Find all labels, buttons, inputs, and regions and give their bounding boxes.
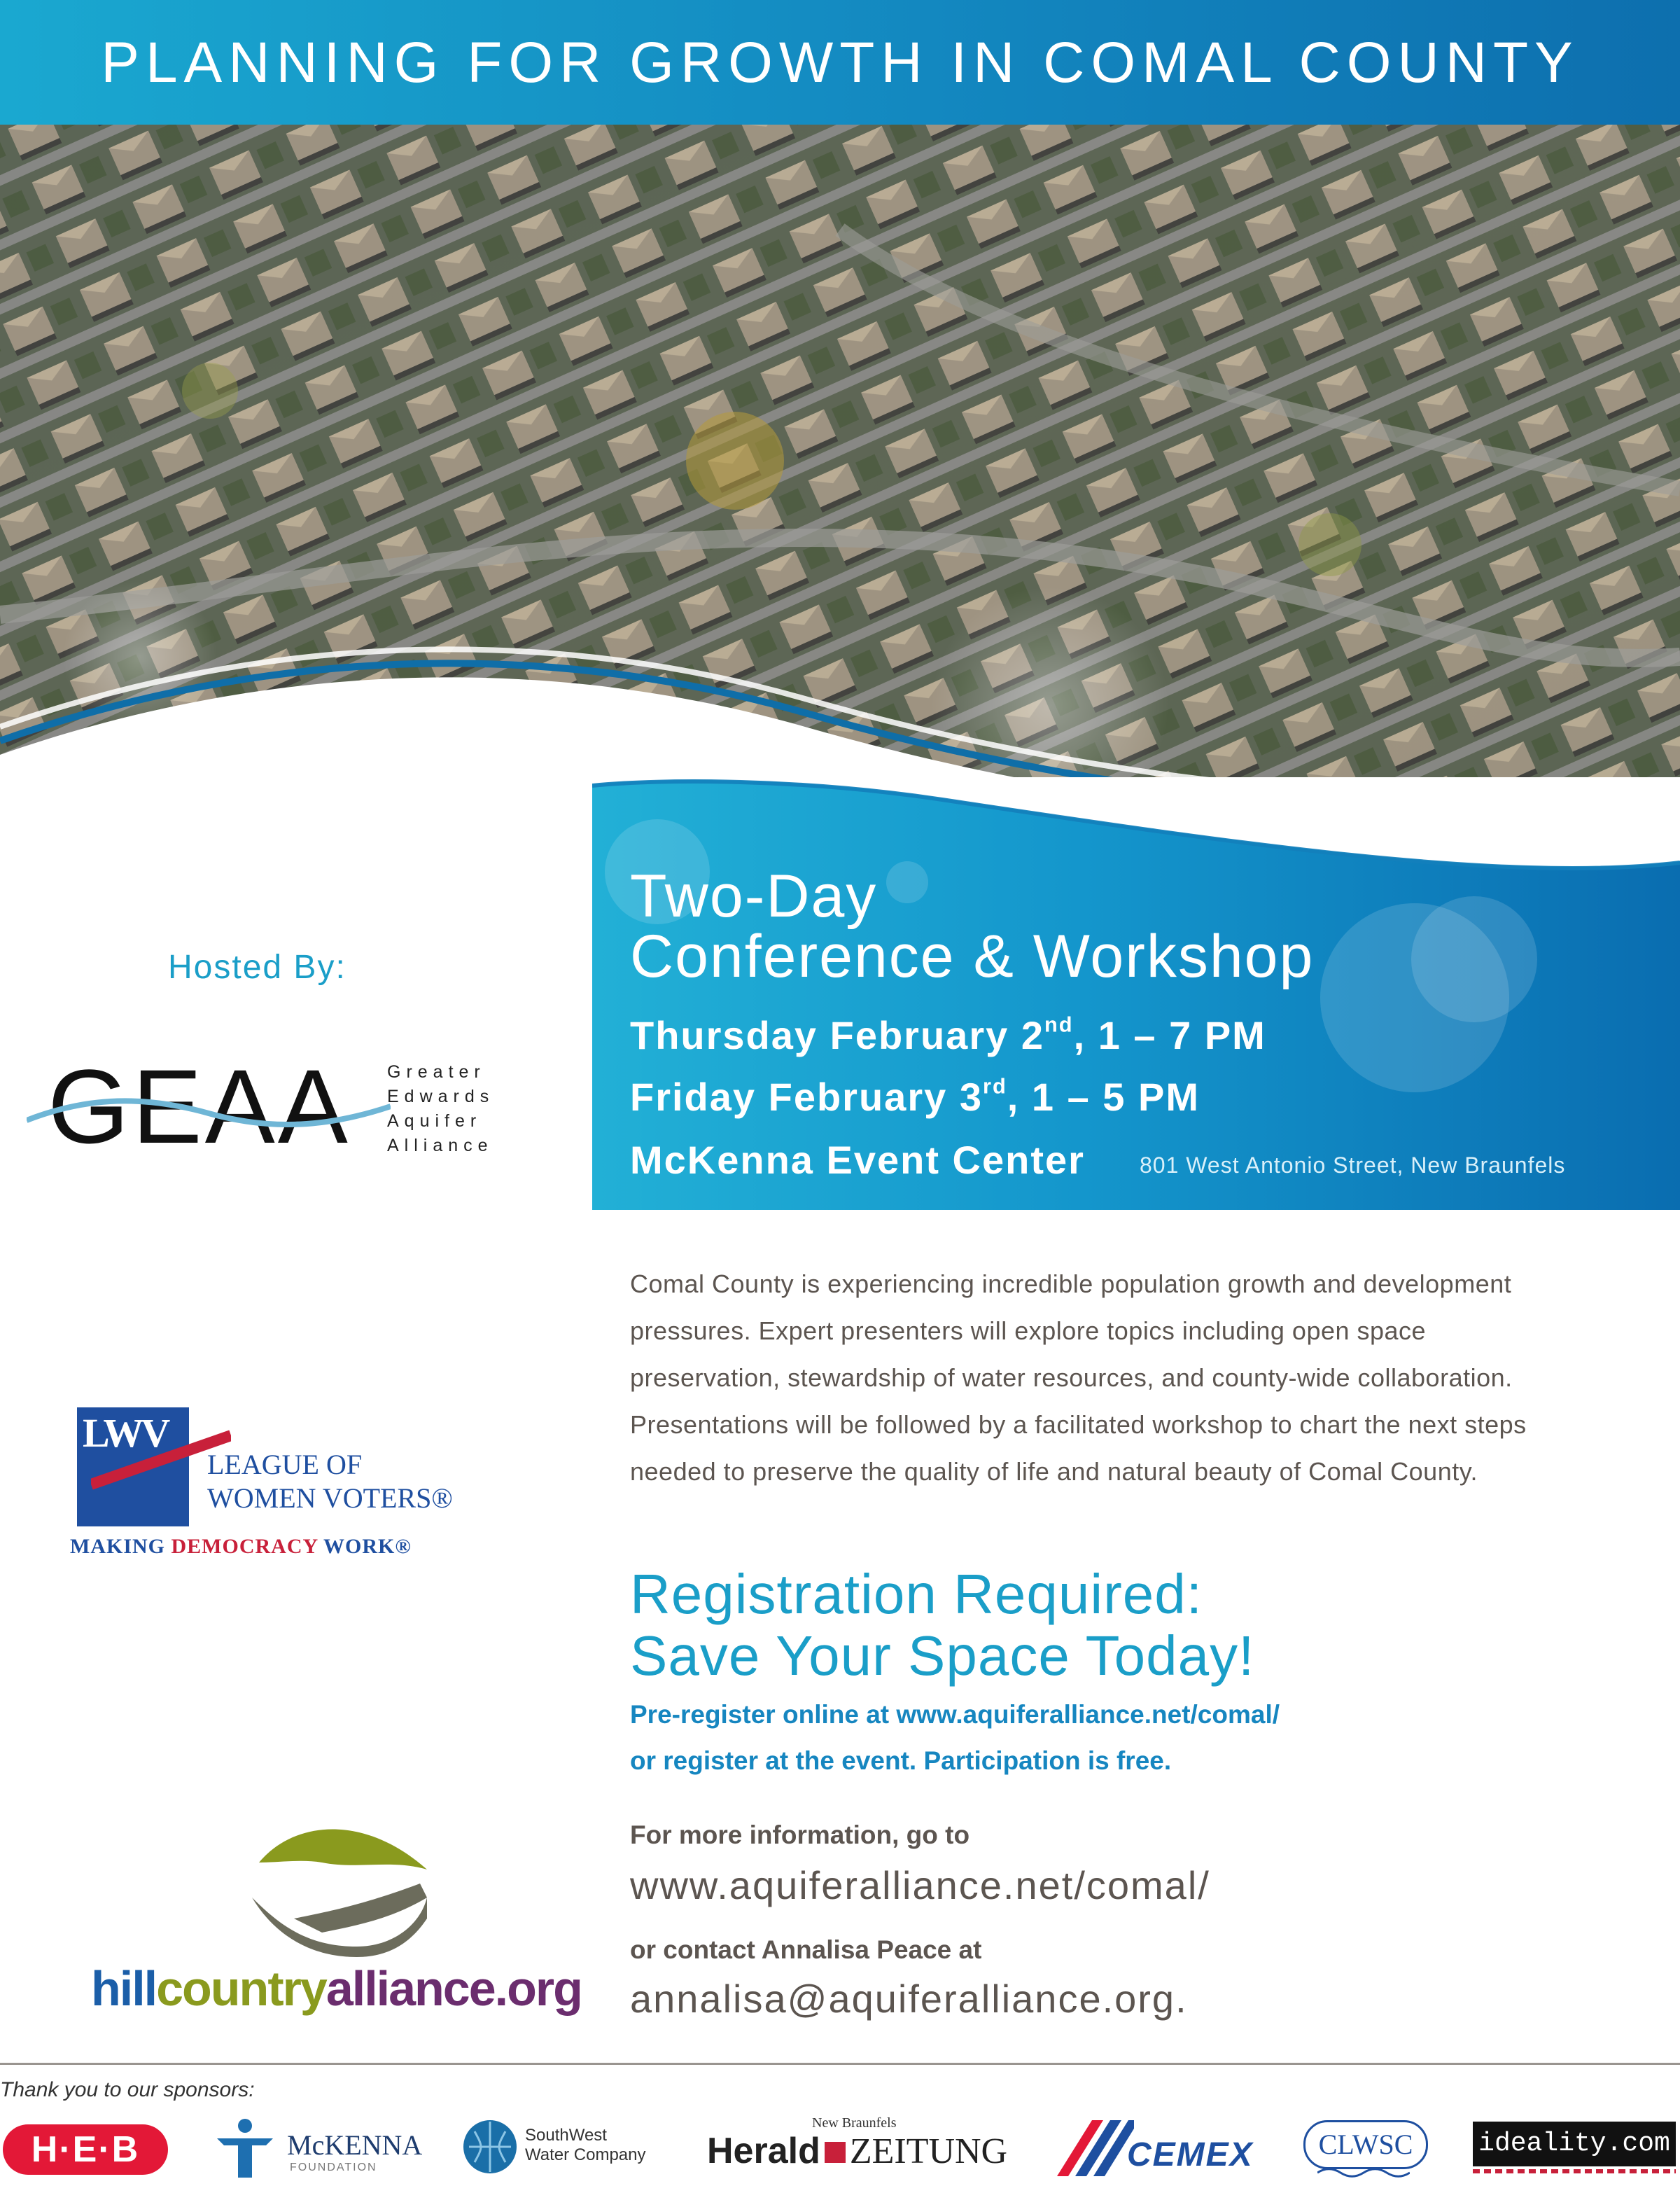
lwv-tagline	[70, 1533, 412, 1560]
hill-country-alliance-logo	[84, 1820, 582, 2024]
clwsc-wordmark: CLWSC	[1303, 2120, 1428, 2169]
event-date-text: Thursday February 2	[630, 1013, 1044, 1057]
description-line: Presentations will be followed by a facilitated workshop to chart the next steps	[630, 1410, 1527, 1439]
lwv-logo	[70, 1400, 504, 1561]
event-date-thursday	[630, 1012, 1266, 1059]
registration-subheading: Save Your Space Today!	[630, 1624, 1255, 1687]
figures-icon	[210, 2117, 280, 2178]
dotted-underline	[1473, 2169, 1676, 2173]
hca-part: hill	[91, 1961, 157, 2016]
lwv-tagline-part: MAKING	[70, 1535, 172, 1558]
geaa-wordmark: GEAA	[48, 1047, 351, 1165]
event-title-line-2: Conference & Workshop	[630, 923, 1315, 990]
swwc-line: SouthWest	[525, 2126, 607, 2145]
lwv-name-line: WOMEN VOTERS®	[207, 1482, 453, 1514]
swwc-line: Water Company	[525, 2145, 646, 2164]
geaa-line: Edwards	[387, 1087, 495, 1106]
lwv-emblem	[77, 1407, 189, 1526]
southwest-water-company-logo	[462, 2115, 672, 2178]
event-description	[630, 1260, 1652, 1495]
globe-icon	[462, 2119, 518, 2175]
description-line: Comal County is experiencing incredible population growth and development	[630, 1269, 1512, 1298]
herald-top: New Braunfels	[812, 2115, 897, 2131]
lwv-tagline-part: WORK®	[318, 1535, 412, 1558]
geaa-logo	[27, 1047, 517, 1165]
mckenna-foundation-logo	[210, 2115, 423, 2178]
event-time: , 1 – 5 PM	[1007, 1075, 1200, 1119]
hca-part: country	[156, 1961, 326, 2016]
event-date-text: Friday February 3	[630, 1075, 983, 1119]
swwc-name	[525, 2126, 646, 2165]
event-address: 801 West Antonio Street, New Braunfels	[1140, 1153, 1566, 1178]
description-line: pressures. Expert presenters will explore topics including open space	[630, 1316, 1427, 1345]
heb-logo	[0, 2115, 175, 2178]
date-ordinal: rd	[982, 1073, 1007, 1099]
clwsc-logo	[1303, 2115, 1429, 2178]
lwv-name-line: LEAGUE OF	[207, 1449, 363, 1480]
geaa-full-name	[387, 1060, 494, 1158]
geaa-line: Aquifer	[387, 1111, 482, 1131]
geaa-line: Alliance	[387, 1136, 493, 1155]
preregister-text[interactable]: Pre-register online at www.aquiferalliance.net/comal/	[630, 1700, 1280, 1729]
water-wave-icon	[1317, 2168, 1410, 2178]
register-at-event-text: or register at the event. Participation is free.	[630, 1746, 1172, 1775]
description-line: needed to preserve the quality of life and natural beauty of Comal County.	[630, 1457, 1478, 1486]
page-title: PLANNING FOR GROWTH IN COMAL COUNTY	[101, 31, 1579, 95]
herald-zeitung-logo	[707, 2115, 1022, 2178]
event-title-line-1: Two-Day	[630, 863, 878, 930]
contact-intro: or contact Annalisa Peace at	[630, 1935, 982, 1964]
info-url-link[interactable]: www.aquiferalliance.net/comal/	[630, 1863, 1210, 1907]
herald-part: Herald	[707, 2131, 820, 2171]
ideality-logo	[1473, 2115, 1676, 2178]
ideality-wordmark: ideality.com	[1473, 2122, 1676, 2166]
cemex-wordmark: CEMEX	[1127, 2136, 1254, 2173]
event-time: , 1 – 7 PM	[1073, 1013, 1266, 1057]
aerial-neighborhood-photo	[0, 125, 1680, 867]
flag-icon	[825, 2142, 846, 2163]
herald-wordmark	[707, 2130, 1007, 2173]
cemex-stripes-icon	[1057, 2120, 1134, 2176]
sponsor-thanks: Thank you to our sponsors:	[0, 2078, 255, 2101]
sponsor-divider	[0, 2063, 1680, 2065]
description-line: preservation, stewardship of water resources, and county-wide collaboration.	[630, 1363, 1513, 1392]
contact-email-link[interactable]: annalisa@aquiferalliance.org.	[630, 1977, 1188, 2021]
event-venue: McKenna Event Center	[630, 1138, 1085, 1182]
lwv-monogram: LWV	[83, 1410, 168, 1456]
hca-part: alliance.org	[326, 1961, 582, 2016]
lwv-name	[207, 1448, 453, 1515]
date-ordinal: nd	[1044, 1012, 1074, 1037]
hosted-by-label: Hosted By:	[168, 949, 346, 986]
zeitung-part: ZEITUNG	[849, 2131, 1008, 2171]
lwv-tagline-part: DEMOCRACY	[171, 1535, 318, 1558]
mckenna-name: McKENNA	[287, 2129, 423, 2161]
geaa-line: Greater	[387, 1062, 486, 1082]
hand-leaf-icon	[252, 1820, 434, 1961]
wave-icon	[27, 1089, 391, 1138]
mckenna-sub: FOUNDATION	[290, 2161, 377, 2173]
heb-wordmark: H·E·B	[3, 2124, 168, 2175]
hca-wordmark	[91, 1961, 582, 2017]
registration-heading: Registration Required:	[630, 1563, 1203, 1625]
cemex-logo	[1057, 2115, 1267, 2178]
info-intro: For more information, go to	[630, 1820, 970, 1849]
event-date-friday	[630, 1074, 1200, 1120]
